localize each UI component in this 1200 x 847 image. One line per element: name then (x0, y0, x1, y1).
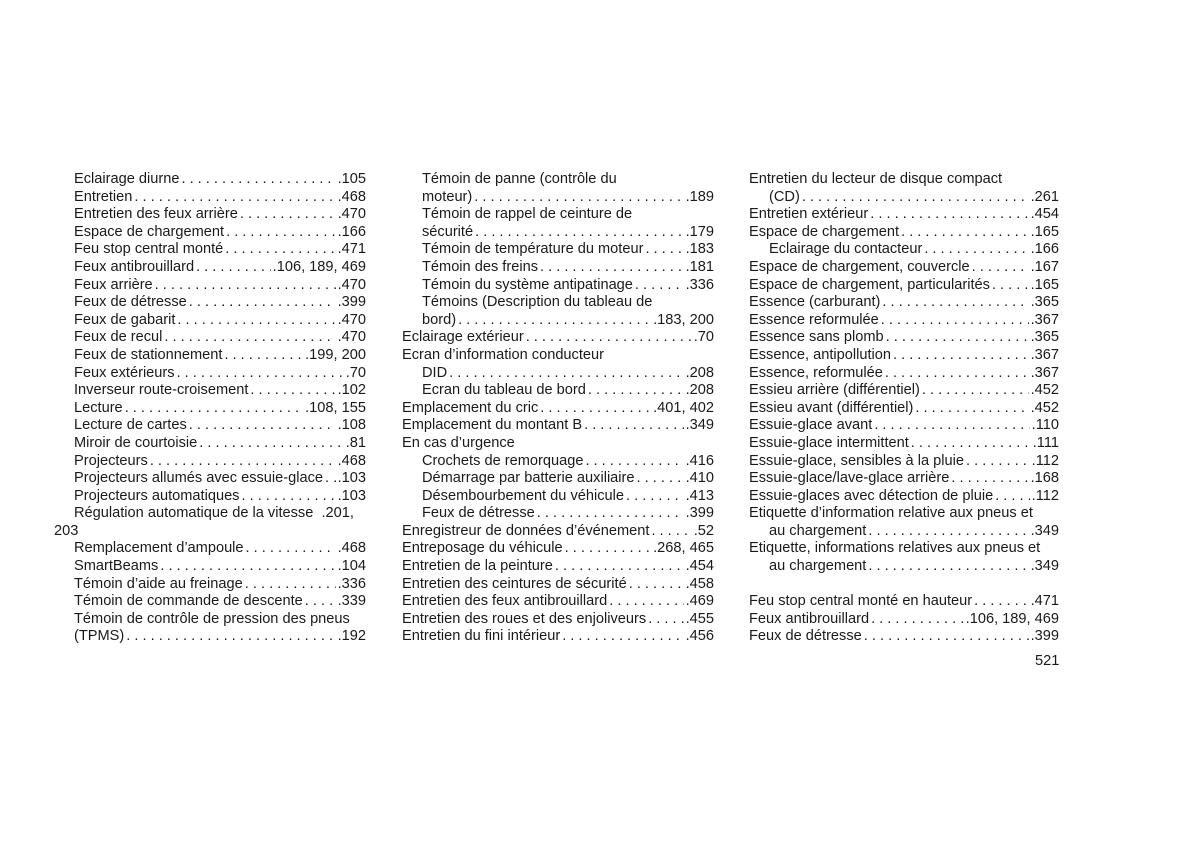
dot-leader (189, 417, 336, 435)
index-entry-text: au chargement (769, 558, 867, 575)
index-entry-page: .471 (1030, 593, 1059, 610)
index-entry-text: DID (422, 364, 448, 381)
index-entry (749, 277, 1059, 295)
index-entry-page: .399 (1030, 628, 1059, 645)
index-entry-page: .166 (1030, 241, 1059, 258)
index-entry-page: .70 (345, 364, 366, 381)
index-entry (54, 329, 366, 347)
index-entry (749, 435, 1059, 453)
index-entry (54, 312, 366, 330)
index-entry (749, 417, 1059, 435)
dot-leader (177, 365, 344, 383)
index-column-3 (749, 171, 1059, 646)
index-entry-page: .336 (337, 575, 366, 592)
index-entry (749, 329, 1059, 347)
index-entry-page: .106, 189, 469 (965, 610, 1059, 627)
index-entry (402, 365, 714, 383)
index-entry (749, 206, 1059, 224)
index-entry-page: .268, 465 (653, 540, 714, 557)
index-entry-page: .81 (345, 434, 366, 451)
dot-leader (177, 312, 335, 330)
page-number: 521 (1035, 653, 1060, 669)
dot-leader (924, 241, 1028, 259)
dot-leader (189, 294, 336, 312)
index-entry (54, 294, 366, 312)
index-entry-page: .410 (685, 470, 714, 487)
dot-leader (199, 435, 343, 453)
dot-leader (893, 347, 1029, 365)
index-entry (54, 382, 366, 400)
index-entry-page: .469 (685, 593, 714, 610)
index-entry-page: .399 (337, 294, 366, 311)
dot-leader (974, 593, 1028, 611)
dot-leader (629, 576, 684, 594)
index-entry-text: moteur) (422, 188, 473, 205)
index-entry (402, 611, 714, 629)
index-entry: Témoin de panne (contrôle du (422, 171, 617, 187)
index-entry-page: .367 (1030, 364, 1059, 381)
index-entry-text: (TPMS) (74, 628, 125, 645)
index-entry-text: Entretien extérieur (749, 206, 869, 223)
index-entry-page: .471 (337, 241, 366, 258)
dot-leader (226, 224, 336, 242)
dot-leader (155, 277, 336, 295)
dot-leader (870, 206, 1028, 224)
index-entry-text: Projecteurs (74, 452, 148, 469)
index-entry-page: .470 (337, 311, 366, 328)
index-entry-page: .105 (337, 171, 366, 187)
index-entry-page: .167 (1030, 258, 1059, 275)
index-entry (54, 488, 366, 506)
index-entry-text: Entretien des ceintures de sécurité (402, 575, 627, 592)
index-entry (54, 453, 366, 471)
index-entry-text: Espace de chargement, couvercle (749, 258, 970, 275)
index-entry-text: Eclairage du contacteur (769, 241, 923, 258)
index-entry-text: Entretien des feux arrière (74, 206, 238, 223)
index-entry (402, 593, 714, 611)
index-entry-text: Essence (carburant) (749, 294, 881, 311)
index-entry-page: .102 (337, 382, 366, 399)
dot-leader (868, 558, 1028, 576)
index-entry (54, 171, 366, 189)
index-entry (54, 347, 366, 365)
index-entry-page: .103 (337, 487, 366, 504)
index-entry-text: Espace de chargement, particularités (749, 276, 990, 293)
dot-leader (160, 558, 335, 576)
index-entry-page: .468 (337, 188, 366, 205)
dot-leader (325, 470, 336, 488)
index-entry (749, 470, 1059, 488)
index-entry (402, 488, 714, 506)
index-entry (54, 540, 366, 558)
index-entry (402, 382, 714, 400)
index-entry (402, 417, 714, 435)
dot-leader (449, 365, 683, 383)
index-entry-text: Témoin de température du moteur (422, 241, 644, 258)
dot-leader (868, 523, 1028, 541)
index-entry-page: .349 (1030, 522, 1059, 539)
dot-leader (637, 470, 684, 488)
index-entry-text: Entretien de la peinture (402, 558, 553, 575)
index-entry-text: Essence sans plomb (749, 329, 884, 346)
index-entry-page: .365 (1030, 294, 1059, 311)
index-entry-text: Eclairage extérieur (402, 329, 524, 346)
index-entry-text: Feux de détresse (74, 294, 187, 311)
index-entry-text: Feux de stationnement (74, 346, 223, 363)
index-entry (749, 312, 1059, 330)
index-entry: En cas d’urgence (402, 434, 515, 451)
index-entry-text: Enregistreur de données d’événement (402, 522, 650, 539)
index-entry-text: Crochets de remorquage (422, 452, 584, 469)
index-entry: Témoins (Description du tableau de (422, 294, 653, 311)
dot-leader (537, 505, 684, 523)
dot-leader (134, 189, 335, 207)
index-entry-page: .468 (337, 540, 366, 557)
index-entry (54, 576, 366, 594)
index-entry-text: Ecran du tableau de bord (422, 382, 586, 399)
index-entry (402, 576, 714, 594)
index-entry-text: Essuie-glace, sensibles à la pluie (749, 452, 964, 469)
index-entry (54, 417, 366, 435)
dot-leader (458, 312, 651, 330)
index-entry (54, 435, 366, 453)
index-entry-page: .413 (685, 487, 714, 504)
index-entry-text: Essieu avant (différentiel) (749, 399, 914, 416)
dot-leader (864, 628, 1029, 646)
dot-leader (225, 241, 335, 259)
index-entry-page: .183 (685, 241, 714, 258)
index-entry (54, 259, 366, 277)
index-entry-page: .165 (1030, 276, 1059, 293)
index-entry (402, 540, 714, 558)
index-entry: Etiquette d’information relative aux pneus et (749, 505, 1033, 522)
index-entry-page: .339 (337, 593, 366, 610)
index-entry-page: .454 (1030, 206, 1059, 223)
dot-leader (648, 611, 683, 629)
index-entry (749, 611, 1059, 629)
dot-leader (475, 224, 683, 242)
index-entry-text: Feux de gabarit (74, 311, 176, 328)
dot-leader (565, 540, 651, 558)
index-entry-page: .401, 402 (653, 399, 714, 416)
index-entry-page: .454 (685, 558, 714, 575)
dot-leader (609, 593, 683, 611)
dot-leader (562, 628, 683, 646)
dot-leader (555, 558, 684, 576)
index-entry: Témoin de rappel de ceinture de (422, 206, 633, 223)
dot-leader (585, 453, 683, 471)
index-entry-text: Essence reformulée (749, 311, 879, 328)
dot-leader (540, 400, 651, 418)
index-entry-page: .183, 200 (653, 311, 714, 328)
index-entry-page: .349 (1030, 558, 1059, 575)
dot-leader (881, 312, 1029, 330)
index-entry (54, 277, 366, 295)
index-entry-page: .179 (685, 223, 714, 240)
dot-leader (874, 417, 1029, 435)
index-entry (402, 523, 714, 541)
index-entry-text: Espace de chargement (74, 223, 225, 240)
index-entry-page: .468 (337, 452, 366, 469)
index-entry-text: Feux de détresse (749, 628, 862, 645)
index-entry (749, 453, 1059, 471)
index-entry-page: .336 (685, 276, 714, 293)
index-entry (402, 400, 714, 418)
index-entry-text: Entretien des feux antibrouillard (402, 593, 608, 610)
index-entry (749, 241, 1059, 259)
index-entry-text: Lecture de cartes (74, 417, 187, 434)
dot-leader (915, 400, 1028, 418)
index-entry (749, 189, 1059, 207)
index-entry (402, 558, 714, 576)
dot-leader (966, 453, 1030, 471)
index-entry-text: Démarrage par batterie auxiliaire (422, 470, 635, 487)
index-entry-page: .165 (1030, 223, 1059, 240)
index-entry-page: .166 (337, 223, 366, 240)
dot-leader (150, 453, 336, 471)
index-entry-text: Désembourbement du véhicule (422, 487, 624, 504)
index-entry (402, 453, 714, 471)
index-entry (54, 224, 366, 242)
index-entry-page: .452 (1030, 382, 1059, 399)
dot-leader (802, 189, 1029, 207)
index-entry-text: Témoin de commande de descente (74, 593, 303, 610)
index-entry-text: Essuie-glace intermittent (749, 434, 909, 451)
dot-leader (871, 611, 964, 629)
dot-leader (922, 382, 1029, 400)
index-entry (749, 259, 1059, 277)
index-entry (749, 558, 1059, 576)
index-entry-text: (CD) (769, 188, 800, 205)
dot-leader (951, 470, 1028, 488)
index-entry-text: Essence, reformulée (749, 364, 883, 381)
index-entry (54, 365, 366, 383)
dot-leader (126, 628, 335, 646)
index-entry-page: .110 (1031, 417, 1059, 434)
index-entry (402, 259, 714, 277)
index-entry-page: .199, 200 (305, 346, 366, 363)
index-entry-page: .112 (1031, 487, 1059, 504)
index-entry-page: .104 (337, 558, 366, 575)
dot-leader (901, 224, 1029, 242)
index-entry (54, 241, 366, 259)
index-entry-page: .452 (1030, 399, 1059, 416)
index-entry-text: Projecteurs allumés avec essuie-glace (74, 470, 324, 487)
index-entry-page: .349 (685, 417, 714, 434)
index-entry: Témoin de contrôle de pression des pneus (74, 610, 350, 627)
index-entry-page: .111 (1032, 434, 1059, 451)
index-entry-text: Remplacement d’ampoule (74, 540, 244, 557)
index-entry-text: Feux de détresse (422, 505, 535, 522)
index-entry (402, 505, 714, 523)
index-entry-text: Feu stop central monté (74, 241, 224, 258)
index-entry-page: .365 (1030, 329, 1059, 346)
index-entry-text: sécurité (422, 223, 474, 240)
index-entry (402, 277, 714, 295)
index-entry-text: Essuie-glace/lave-glace arrière (749, 470, 950, 487)
index-entry-page: .458 (685, 575, 714, 592)
dot-leader (245, 576, 336, 594)
index-entry-text: au chargement (769, 522, 867, 539)
index-entry-page: .52 (693, 522, 714, 539)
index-entry-page: .470 (337, 276, 366, 293)
dot-leader (651, 523, 691, 541)
index-entry (402, 628, 714, 646)
index-column-1 (54, 171, 366, 646)
index-entry-text: Entretien (74, 188, 133, 205)
index-entry-text: Témoin des freins (422, 258, 538, 275)
dot-leader (474, 189, 683, 207)
index-entry-text: Feux antibrouillard (74, 258, 195, 275)
index-entry-text: Espace de chargement (749, 223, 900, 240)
index-entry: Régulation automatique de la vitesse .201, (74, 505, 354, 522)
index-entry-text: SmartBeams (74, 558, 159, 575)
index-entry-text: Eclairage diurne (74, 171, 180, 187)
index-entry (54, 628, 366, 646)
index-entry-page: .106, 189, 469 (272, 258, 366, 275)
dot-leader (181, 171, 335, 189)
index-entry-page: .181 (685, 258, 714, 275)
dot-leader (995, 488, 1029, 506)
index-entry-text: Entretien des roues et des enjoliveurs (402, 610, 647, 627)
index-entry-page: .168 (1030, 470, 1059, 487)
index-entry (402, 224, 714, 242)
index-entry-text: Inverseur route-croisement (74, 382, 249, 399)
index-entry (402, 312, 714, 330)
index-entry-text: Feux de recul (74, 329, 163, 346)
index-entry-page: .103 (337, 470, 366, 487)
index-entry-text: Emplacement du montant B (402, 417, 583, 434)
index-entry-page: .470 (337, 206, 366, 223)
index-entry-page: .367 (1030, 311, 1059, 328)
index-entry-text: Entreposage du véhicule (402, 540, 563, 557)
index-entry-text: Feux arrière (74, 276, 153, 293)
index-entry-page: .192 (337, 628, 366, 645)
index-entry-text: Essuie-glace avant (749, 417, 873, 434)
index-entry (402, 241, 714, 259)
index-entry: Entretien du lecteur de disque compact (749, 171, 1003, 187)
index-entry (54, 189, 366, 207)
index-entry (54, 206, 366, 224)
index-entry-page: .367 (1030, 346, 1059, 363)
index-entry (749, 593, 1059, 611)
index-entry-page: .399 (685, 505, 714, 522)
dot-leader (224, 347, 303, 365)
index-entry (54, 470, 366, 488)
dot-leader (992, 277, 1029, 295)
index-entry (402, 470, 714, 488)
index-entry (749, 628, 1059, 646)
dot-leader (911, 435, 1031, 453)
index-spacer (749, 576, 1059, 594)
index-entry (54, 400, 366, 418)
index-entry-text: Feux antibrouillard (749, 610, 870, 627)
index-entry-text: bord) (422, 311, 457, 328)
index-entry-page: .112 (1031, 452, 1059, 469)
index-entry-page: .208 (685, 382, 714, 399)
index-entry (749, 224, 1059, 242)
dot-leader (635, 277, 684, 295)
index-entry-text: Essence, antipollution (749, 346, 891, 363)
dot-leader (526, 329, 692, 347)
index-entry (749, 382, 1059, 400)
dot-leader (885, 365, 1029, 383)
dot-leader (626, 488, 684, 506)
index-entry (54, 558, 366, 576)
index-entry-text: Témoin d’aide au freinage (74, 575, 243, 592)
index-entry-text: Entretien du fini intérieur (402, 628, 561, 645)
index-entry-page: .416 (685, 452, 714, 469)
index-entry-text: Lecture (74, 399, 123, 416)
dot-leader (645, 241, 683, 259)
dot-leader (972, 259, 1029, 277)
dot-leader (588, 382, 684, 400)
index-entry-page: .70 (693, 329, 714, 346)
index-entry-text: Miroir de courtoisie (74, 434, 198, 451)
dot-leader (240, 206, 336, 224)
dot-leader (125, 400, 303, 418)
index-entry (749, 365, 1059, 383)
dot-leader (886, 329, 1029, 347)
index-column-2 (402, 171, 714, 646)
index-entry-page: .208 (685, 364, 714, 381)
dot-leader (246, 540, 336, 558)
index-entry-page: .108, 155 (305, 399, 366, 416)
index-entry: Ecran d’information conducteur (402, 346, 604, 363)
index-entry: 203 (54, 522, 79, 539)
index-entry-text: Témoin du système antipatinage (422, 276, 633, 293)
dot-leader (305, 593, 336, 611)
index-entry (749, 347, 1059, 365)
index-entry-page: .189 (685, 188, 714, 205)
index-entry (749, 523, 1059, 541)
index-entry-text: Essieu arrière (différentiel) (749, 382, 920, 399)
index-entry-page: .261 (1030, 188, 1059, 205)
index-entry (54, 593, 366, 611)
index-entry (402, 189, 714, 207)
index-entry (402, 329, 714, 347)
dot-leader (584, 417, 684, 435)
dot-leader (250, 382, 335, 400)
index-entry-text: Essuie-glaces avec détection de pluie (749, 487, 994, 504)
index-entry-page: .108 (337, 417, 366, 434)
index-entry-text: Feux extérieurs (74, 364, 175, 381)
dot-leader (540, 259, 684, 277)
index-entry-page: .455 (685, 610, 714, 627)
dot-leader (196, 259, 271, 277)
index-entry-text: Projecteurs automatiques (74, 487, 240, 504)
dot-leader (241, 488, 335, 506)
index-entry (749, 294, 1059, 312)
dot-leader (882, 294, 1028, 312)
index-entry-text: Feu stop central monté en hauteur (749, 593, 973, 610)
dot-leader (164, 329, 335, 347)
index-entry-page: .456 (685, 628, 714, 645)
index-entry-page: .470 (337, 329, 366, 346)
index-entry (749, 400, 1059, 418)
index-entry-text: Emplacement du cric (402, 399, 539, 416)
index-entry (749, 488, 1059, 506)
index-entry: Etiquette, informations relatives aux pneus et (749, 540, 1041, 557)
